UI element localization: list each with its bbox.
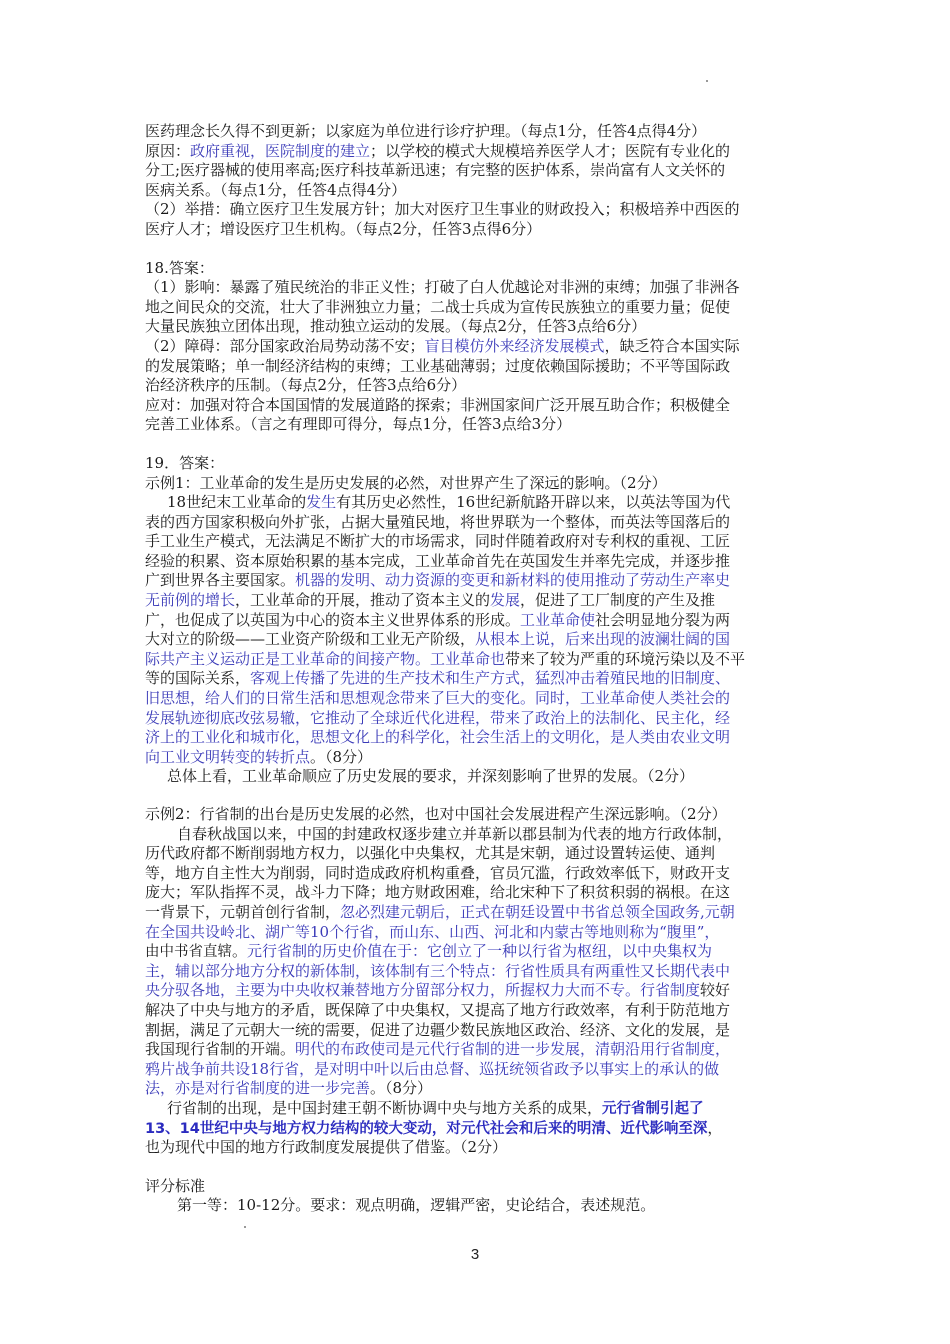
scan-speck <box>706 80 708 82</box>
highlight: 工业革命使 <box>520 610 596 629</box>
text-line: 广到世界各主要国家。机器的发明、动力资源的变更和新材料的使用推动了劳动生产率史 <box>145 571 731 590</box>
text-line: 在全国共设岭北、湖广等10个行省，而山东、山西、河北和内蒙古等地则称为“腹里”， <box>145 922 720 941</box>
highlight: 明代的布政使司是元代行省制的进一步发展，清朝沿用行省制度， <box>295 1040 731 1059</box>
text-line: 地之间民众的交流，壮大了非洲独立力量；二战士兵成为宣传民族独立的重要力量；促使 <box>145 297 731 316</box>
highlight: 忽必烈建元朝后，正式在朝廷设置中书省总领全国政务,元朝 <box>340 902 735 921</box>
text-line: 主，辅以部分地方分权的新体制，该体制有三个特点：行省性质具有两重性又长期代表中 <box>145 961 731 980</box>
text-line: 行省制的出现，是中国封建王朝不断协调中央与地方关系的成果，元行省制引起了 <box>167 1098 704 1117</box>
text-line: 等，地方自主性大为削弱，同时造成政府机构重叠，官员冗滥，行政效率低下，财政开支 <box>145 863 731 882</box>
highlight: 元行省制引起了 <box>602 1100 704 1117</box>
highlight: 向工业文明转变的转折点 <box>145 747 311 766</box>
highlight: 无前例的增长 <box>145 591 236 610</box>
text-line: 发展轨迹彻底改弦易辙，它推动了全球近代化进程，带来了政治上的法制化、民主化，经 <box>145 708 731 727</box>
text-line: 第一等：10-12分。要求：观点明确，逻辑严密，史论结合，表述规范。 <box>177 1196 656 1215</box>
text-line: 分工;医疗器械的使用率高;医疗科技革新迅速；有完整的医护体系，崇尚富有人文关怀的 <box>145 161 726 180</box>
text-line: 自春秋战国以来，中国的封建政权逐步建立并革新以郡县制为代表的地方行政体制， <box>177 824 733 843</box>
text-line: 向工业文明转变的转折点。（8分） <box>145 747 373 766</box>
text-line: 解决了中央与地方的矛盾，既保障了中央集权，又提高了地方行政效率，有利于防范地方 <box>145 1000 731 1019</box>
text-line: 历代政府都不断削弱地方权力，以强化中央集权，尤其是宋朝，通过设置转运使、通判 <box>145 844 716 863</box>
section-heading-18: 18.答案： <box>145 258 214 277</box>
text-line: 手工业生产模式，无法满足不断扩大的市场需求，同时伴随着政府对专利权的重视、工匠 <box>145 532 731 551</box>
highlight: 际共产主义运动正是工业革命的间接产物。 <box>145 649 431 668</box>
text-line: 医药理念长久得不到更新；以家庭为单位进行诊疗护理。（每点1分，任答4点得4分） <box>145 122 707 140</box>
highlight: 发展 <box>490 591 521 610</box>
text-line: 济上的工业化和城市化，思想文化上的科学化，社会生活上的文明化，是人类由农业文明 <box>145 728 731 747</box>
scoring-standard-heading: 评分标准 <box>145 1176 206 1195</box>
text-line: 等的国际关系，客观上传播了先进的生产技术和生产方式，猛烈冲击着殖民地的旧制度、 <box>145 669 731 688</box>
text-line: 13、14世纪中央与地方权力结构的较大变动，对元代社会和后来的明清、近代影响至深， <box>145 1118 723 1137</box>
text-line: （2）障碍：部分国家政治局势动荡不安；盲目模仿外来经济发展模式，缺乏符合本国实际 <box>145 336 740 355</box>
text-line: 际共产主义运动正是工业革命的间接产物。工业革命也带来了较为严重的环境污染以及不平 <box>145 649 746 668</box>
text-line: 由中书省直辖。元行省制的历史价值在于：它创立了一种以行省为枢纽，以中央集权为 <box>145 942 713 961</box>
highlight: 政府重视，医院制度的建立 <box>190 141 371 160</box>
answer-text-block <box>145 122 810 1216</box>
text-line: 18世纪末工业革命的发生有其历史必然性，16世纪新航路开辟以来，以英法等国为代 <box>167 493 731 512</box>
text-line: 经验的积累、资本原始积累的基本完成，工业革命首先在英国发生并率先完成，并逐步推 <box>145 551 731 570</box>
highlight: 从根本上说，后来出现的波澜壮阔的国 <box>475 630 731 649</box>
text-line: 广，也促成了以英国为中心的资本主义世界体系的形成。工业革命使社会明显地分裂为两 <box>145 610 731 629</box>
highlight: 盲目模仿外来经济发展模式 <box>424 336 605 355</box>
text-line: 也为现代中国的地方行政制度发展提供了借鉴。（2分） <box>145 1138 508 1157</box>
text-line: 庞大；军队指挥不灵，战斗力下降；地方财政困难，给北宋种下了积贫积弱的祸根。在这 <box>145 883 731 902</box>
highlight: 13、14世纪中央与地方权力结构的较大变动，对元代社会和后来的明清、近代影响至深 <box>145 1120 708 1137</box>
highlight: 客观上传播了先进的生产技术和生产方式，猛烈冲击着殖民地的旧制度、 <box>250 669 731 688</box>
text-line: 割据，满足了元朝大一统的需要，促进了边疆少数民族地区政治、经济、文化的发展，是 <box>145 1020 731 1039</box>
text-line: 法，亦是对行省制度的进一步完善。（8分） <box>145 1079 433 1098</box>
text-line: 一背景下，元朝首创行省制，忽必烈建元朝后，正式在朝廷设置中书省总领全国政务,元朝 <box>145 902 735 921</box>
highlight: 行省制度 <box>640 981 701 1000</box>
text-line: 总体上看，工业革命顺应了历史发展的要求，并深刻影响了世界的发展。（2分） <box>167 767 695 786</box>
text-line: 示例2：行省制的出台是历史发展的必然，也对中国社会发展进程产生深远影响。（2分） <box>145 805 727 823</box>
text-line: 完善工业体系。（言之有理即可得分，每点1分，任答3点给3分） <box>145 415 572 434</box>
text-line: （1）影响：暴露了殖民统治的非正义性；打破了白人优越论对非洲的束缚；加强了非洲各 <box>145 278 740 297</box>
text-line: 治经济秩序的压制。（每点2分，任答3点给6分） <box>145 376 467 395</box>
highlight: 元行省制的历史价值在于：它创立了一种以行省为枢纽，以中央集权为 <box>247 942 713 961</box>
page-number: 3 <box>470 1246 480 1263</box>
text-line: 大量民族独立团体出现，推动独立运动的发展。（每点2分，任答3点给6分） <box>145 317 647 336</box>
highlight: 法，亦是对行省制度的进一步完善 <box>145 1079 371 1098</box>
text-line: 原因：政府重视，医院制度的建立；以学校的模式大规模培养医学人才；医院有专业化的 <box>145 141 731 160</box>
text-line: 示例1：工业革命的发生是历史发展的必然，对世界产生了深远的影响。（2分） <box>145 473 667 492</box>
section-heading-19: 19．答案： <box>145 453 225 472</box>
text-line: 我国现行省制的开端。明代的布政使司是元代行省制的进一步发展，清朝沿用行省制度， <box>145 1040 731 1059</box>
text-line: 大对立的阶级——工业资产阶级和工业无产阶级，从根本上说，后来出现的波澜壮阔的国 <box>145 630 731 649</box>
text-line: （2）举措：确立医疗卫生发展方针；加大对医疗卫生事业的财政投入；积极培养中西医的 <box>145 200 740 219</box>
text-line: 无前例的增长，工业革命的开展，推动了资本主义的发展，促进了工厂制度的产生及推 <box>145 591 716 610</box>
text-line: 表的西方国家积极向外扩张，占据大量殖民地，将世界联为一个整体，而英法等国落后的 <box>145 512 731 531</box>
text-line: 的发展策略；单一制经济结构的束缚；工业基础薄弱；过度依赖国际援助；不平等国际政 <box>145 356 731 375</box>
text-line: 医疗人才；增设医疗卫生机构。（每点2分，任答3点得6分） <box>145 219 542 238</box>
highlight: 央分驭各地，主要为中央收权兼替地方分留部分权力，所握权力大而不专。 <box>145 981 641 1000</box>
highlight: 发生 <box>306 493 337 512</box>
text-line: 医病关系。（每点1分，任答4点得4分） <box>145 180 407 199</box>
text-line: 旧思想，给人们的日常生活和思想观念带来了巨大的变化。同时，工业革命使人类社会的 <box>145 689 731 708</box>
text-line: 应对：加强对符合本国国情的发展道路的探索；非洲国家间广泛开展互助合作；积极健全 <box>145 395 731 414</box>
text-line: 鸦片战争前共设18行省，是对明中叶以后由总督、巡抚统领省政予以事实上的承认的做 <box>145 1059 720 1078</box>
highlight: 机器的发明、动力资源的变更和新材料的使用推动了劳动生产率史 <box>295 571 731 590</box>
scan-speck <box>244 1226 246 1228</box>
highlight: 工业革命也 <box>430 649 506 668</box>
text-line: 央分驭各地，主要为中央收权兼替地方分留部分权力，所握权力大而不专。行省制度较好 <box>145 981 731 1000</box>
